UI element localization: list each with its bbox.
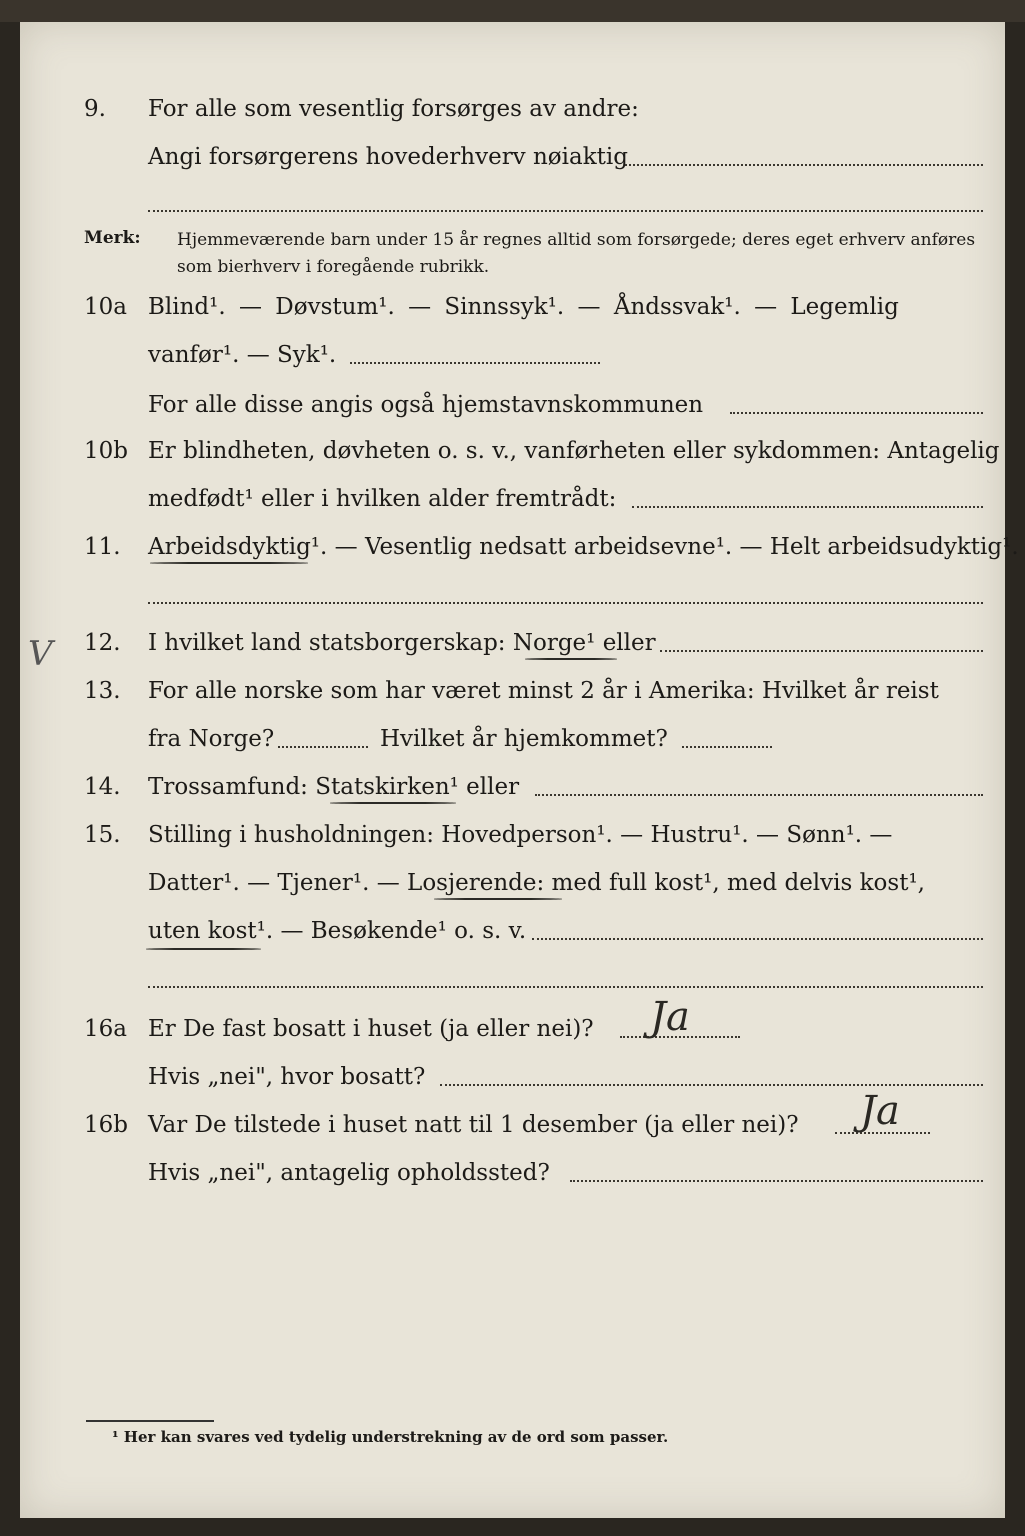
q10b-text-1: Er blindheten, døvheten o. s. v., vanførheten eller sykdommen: Antagelig: [148, 438, 1000, 464]
q11-text: Arbeidsdyktig¹. — Vesentlig nedsatt arbeidsevne¹. — Helt arbeidsudyktig¹.: [148, 534, 1019, 560]
q11-number: 11.: [84, 534, 121, 560]
q11-underline-arbeidsdyktig: [150, 562, 308, 564]
q13-number: 13.: [84, 678, 121, 704]
q16a-number: 16a: [84, 1016, 127, 1042]
q16a-handwritten-answer: Ja: [650, 994, 690, 1040]
q15-underline-uten-kost: [146, 948, 261, 950]
q12-text: I hvilket land statsborgerskap: Norge¹ eller: [148, 630, 656, 656]
footnote: ¹ Her kan svares ved tydelig understrekning av de ord som passer.: [112, 1428, 669, 1446]
q12-number: 12.: [84, 630, 121, 656]
q15-number: 15.: [84, 822, 121, 848]
q12-answer-line[interactable]: [660, 650, 983, 652]
q16a-residence-line[interactable]: [440, 1084, 983, 1086]
q10b-answer-line[interactable]: [632, 506, 983, 508]
q10b-number: 10b: [84, 438, 128, 464]
q15-text-3: uten kost¹. — Besøkende¹ o. s. v.: [148, 918, 527, 944]
q15-answer-line[interactable]: [532, 938, 983, 940]
q16b-number: 16b: [84, 1112, 128, 1138]
q13-text-1: For alle norske som har været minst 2 år i Amerika: Hvilket år reist: [148, 678, 939, 704]
q15-text-1: Stilling i husholdningen: Hovedperson¹. — Hustru¹. — Sønn¹. —: [148, 822, 893, 848]
q10a-text-1: Blind¹. — Døvstum¹. — Sinnssyk¹. — Åndssvak¹. — Legemlig: [148, 294, 899, 320]
q13-text-2a: fra Norge?: [148, 726, 275, 752]
q10a-text-3: For alle disse angis også hjemstavnskommunen: [148, 392, 704, 418]
q9-text-2: Angi forsørgerens hovederhverv nøiaktig: [148, 144, 628, 170]
q14-underline-statskirken: [330, 802, 456, 804]
q16b-location-line[interactable]: [570, 1180, 983, 1182]
q14-number: 14.: [84, 774, 121, 800]
q14-text: Trossamfund: Statskirken¹ eller: [148, 774, 520, 800]
check-mark: V: [28, 634, 53, 674]
q9-answer-line[interactable]: [625, 164, 983, 166]
q13-year-left-line[interactable]: [278, 746, 368, 748]
scan-top-edge: [0, 0, 1025, 22]
q16b-text-2: Hvis „nei", antagelig opholdssted?: [148, 1160, 550, 1186]
census-form-page: [20, 22, 1019, 1518]
q9-number: 9.: [84, 96, 106, 122]
q16a-text-1: Er De fast bosatt i huset (ja eller nei)?: [148, 1016, 594, 1042]
q10a-answer-line[interactable]: [350, 362, 600, 364]
q15-text-2: Datter¹. — Tjener¹. — Losjerende: med full kost¹, med delvis kost¹,: [148, 870, 925, 896]
q15-answer-line-2[interactable]: [148, 986, 983, 988]
q9-answer-line-2[interactable]: [148, 210, 983, 212]
q10a-kommune-line[interactable]: [730, 412, 983, 414]
q16b-text-1: Var De tilstede i huset natt til 1 desember (ja eller nei)?: [148, 1112, 799, 1138]
q11-answer-line[interactable]: [148, 602, 983, 604]
footnote-rule: [86, 1420, 214, 1422]
merk-label: Merk:: [84, 228, 141, 248]
q13-text-2b: Hvilket år hjemkommet?: [380, 726, 668, 752]
q15-underline-losjerende: [434, 898, 562, 900]
q13-year-returned-line[interactable]: [682, 746, 772, 748]
q10a-number: 10a: [84, 294, 127, 320]
q10b-text-2: medfødt¹ eller i hvilken alder fremtrådt:: [148, 486, 617, 512]
q9-text-1: For alle som vesentlig forsørges av andre:: [148, 96, 639, 122]
q16b-handwritten-answer: Ja: [860, 1088, 900, 1134]
q10a-text-2: vanfør¹. — Syk¹.: [148, 342, 337, 368]
merk-text: Hjemmeværende barn under 15 år regnes alltid som forsørgede; deres eget erhverv anføres som bierhverv i foregående rubrikk.: [177, 230, 976, 277]
q16a-text-2: Hvis „nei", hvor bosatt?: [148, 1064, 426, 1090]
q12-underline-norge: [525, 658, 617, 660]
q14-answer-line[interactable]: [535, 794, 983, 796]
